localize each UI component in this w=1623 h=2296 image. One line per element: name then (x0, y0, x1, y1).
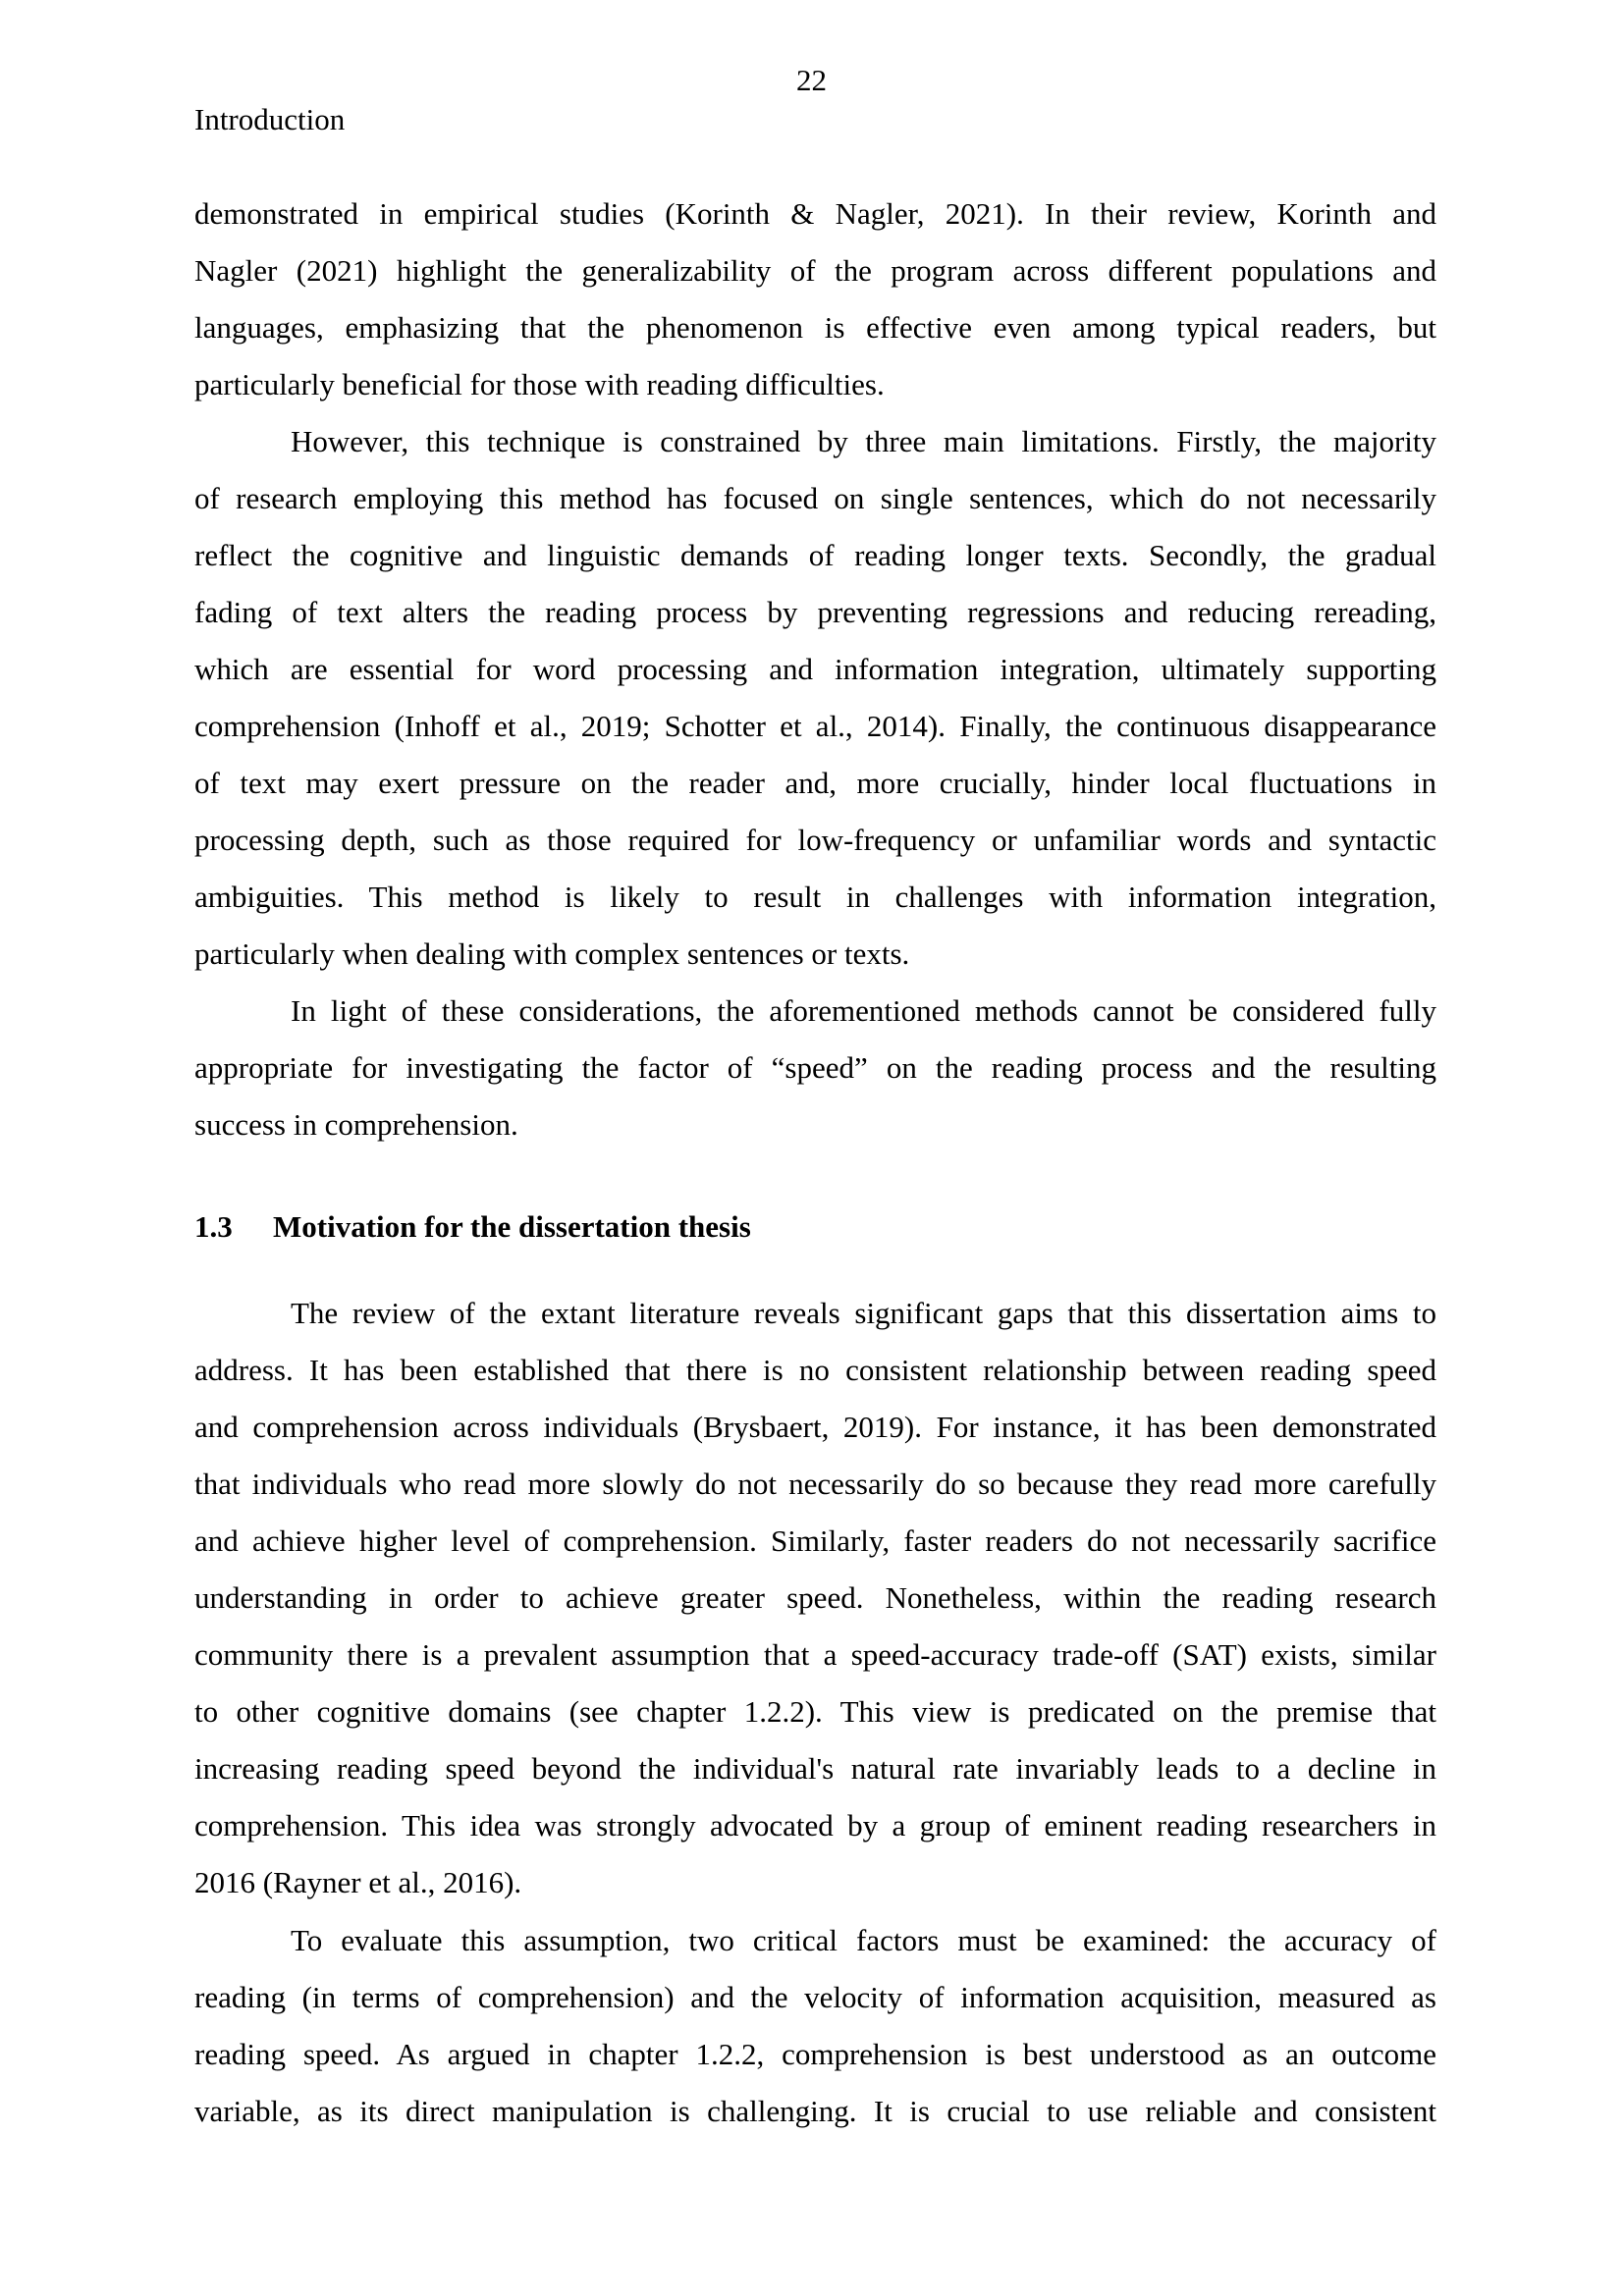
text-line: However, this technique is constrained by three main limitations. Firstly, the majority (291, 424, 1436, 458)
paragraph-evaluation (194, 1912, 1436, 2140)
text-line: of research employing this method has focused on single sentences, which do not necessarily (194, 481, 1436, 515)
text-line: Nagler (2021) highlight the generalizability of the program across different populations and (194, 253, 1436, 288)
text-line: variable, as its direct manipulation is challenging. It is crucial to use reliable and consistent (194, 2094, 1436, 2128)
text-line: community there is a prevalent assumption that a speed-accuracy trade-off (SAT) exists, similar (194, 1637, 1436, 1672)
text-line: success in comprehension. (194, 1107, 518, 1142)
paragraph-considerations (194, 983, 1436, 1153)
running-header: Introduction (194, 102, 346, 136)
text-line: fading of text alters the reading process by preventing regressions and reducing rereading, (194, 595, 1436, 629)
section-heading (194, 1202, 751, 1252)
paragraph-literature-gaps (194, 1285, 1436, 1911)
text-line: to other cognitive domains (see chapter 1.2.2). This view is predicated on the premise that (194, 1694, 1436, 1729)
text-line: demonstrated in empirical studies (Korinth & Nagler, 2021). In their review, Korinth and (194, 196, 1436, 231)
text-line: comprehension (Inhoff et al., 2019; Schotter et al., 2014). Finally, the continuous disappearance (194, 709, 1436, 743)
text-line: languages, emphasizing that the phenomenon is effective even among typical readers, but (194, 310, 1436, 345)
text-line: processing depth, such as those required for low-frequency or unfamiliar words and syntactic (194, 823, 1436, 857)
text-line: reading (in terms of comprehension) and the velocity of information acquisition, measured as (194, 1980, 1436, 2014)
text-line: The review of the extant literature reveals significant gaps that this dissertation aims to (291, 1296, 1436, 1330)
paragraph-continuation (194, 186, 1436, 413)
page-number: 22 (796, 63, 827, 97)
text-line: address. It has been established that there is no consistent relationship between reading speed (194, 1353, 1436, 1387)
text-line: To evaluate this assumption, two critical factors must be examined: the accuracy of (291, 1923, 1436, 1957)
text-line: comprehension. This idea was strongly advocated by a group of eminent reading researchers in (194, 1808, 1436, 1842)
paragraph-limitations (194, 413, 1436, 983)
text-line: understanding in order to achieve greater speed. Nonetheless, within the reading research (194, 1580, 1436, 1615)
text-line: In light of these considerations, the aforementioned methods cannot be considered fully (291, 993, 1436, 1028)
text-line: particularly when dealing with complex sentences or texts. (194, 936, 910, 971)
text-line: 2016 (Rayner et al., 2016). (194, 1865, 522, 1899)
text-line: increasing reading speed beyond the individual's natural rate invariably leads to a decline in (194, 1751, 1436, 1786)
text-line: that individuals who read more slowly do not necessarily do so because they read more carefully (194, 1467, 1436, 1501)
text-line: which are essential for word processing and information integration, ultimately supporting (194, 652, 1436, 686)
text-line: and achieve higher level of comprehension. Similarly, faster readers do not necessarily sacrifice (194, 1523, 1436, 1558)
text-line: reading speed. As argued in chapter 1.2.2, comprehension is best understood as an outcome (194, 2037, 1436, 2071)
section-number: 1.3 (194, 1209, 233, 1244)
text-line: ambiguities. This method is likely to result in challenges with information integration, (194, 880, 1436, 914)
text-line: reflect the cognitive and linguistic demands of reading longer texts. Secondly, the gradual (194, 538, 1436, 572)
text-line: of text may exert pressure on the reader and, more crucially, hinder local fluctuations in (194, 766, 1436, 800)
text-line: particularly beneficial for those with reading difficulties. (194, 367, 885, 401)
section-title: Motivation for the dissertation thesis (273, 1209, 751, 1244)
text-line: appropriate for investigating the factor of “speed” on the reading process and the resulting (194, 1050, 1436, 1085)
text-line: and comprehension across individuals (Brysbaert, 2019). For instance, it has been demonstrated (194, 1410, 1436, 1444)
